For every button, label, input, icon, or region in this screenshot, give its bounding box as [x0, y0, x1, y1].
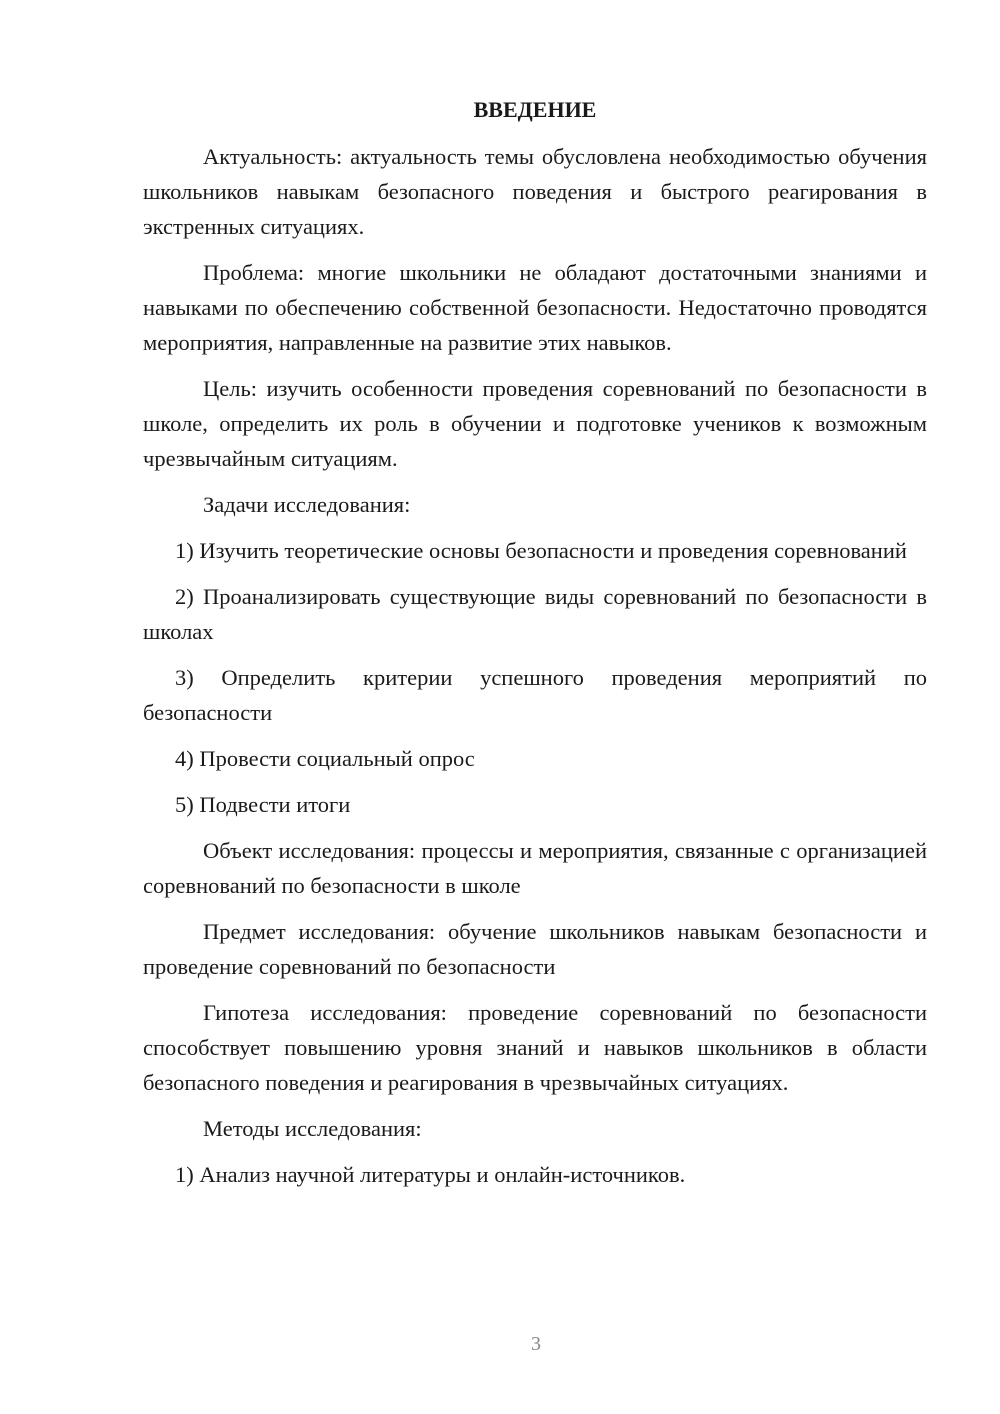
section-heading: ВВЕДЕНИЕ [473, 97, 597, 122]
goal-paragraph: Цель: изучить особенности проведения соревнований по безопасности в школе, определить их роль в обучении и подготовке учеников к возможным чрезвычайным ситуациям. [143, 376, 927, 471]
task-item-5: 5) Подвести итоги [175, 792, 351, 817]
hypothesis-paragraph: Гипотеза исследования: проведение соревнований по безопасности способствует повышению уровня знаний и навыков школьников в области безопасного поведения и реагирования в чрезвычайных ситуациях. [143, 1000, 927, 1095]
subject-paragraph: Предмет исследования: обучение школьников навыкам безопасности и проведение соревнований по безопасности [143, 919, 927, 979]
task-item-3: 3) Определить критерии успешного проведения мероприятий по безопасности [143, 665, 927, 725]
method-item-1: 1) Анализ научной литературы и онлайн-источников. [175, 1162, 686, 1187]
problem-paragraph: Проблема: многие школьники не обладают достаточными знаниями и навыками по обеспечению собственной безопасности. Недостаточно проводятся мероприятия, направленные на развитие этих навыков. [143, 260, 927, 355]
methods-title: Методы исследования: [203, 1116, 422, 1141]
task-item-4: 4) Провести социальный опрос [175, 746, 475, 771]
task-item-1: 1) Изучить теоретические основы безопасности и проведения соревнований [175, 538, 907, 563]
task-item-2: 2) Проанализировать существующие виды соревнований по безопасности в школах [143, 584, 927, 644]
page-number: 3 [531, 1333, 541, 1355]
document-body [143, 92, 927, 1203]
relevance-paragraph: Актуальность: актуальность темы обусловлена необходимостью обучения школьников навыкам безопасного поведения и быстрого реагирования в экстренных ситуациях. [143, 144, 927, 239]
tasks-title: Задачи исследования: [203, 492, 411, 517]
object-paragraph: Объект исследования: процессы и мероприятия, связанные с организацией соревнований по безопасности в школе [143, 838, 927, 898]
